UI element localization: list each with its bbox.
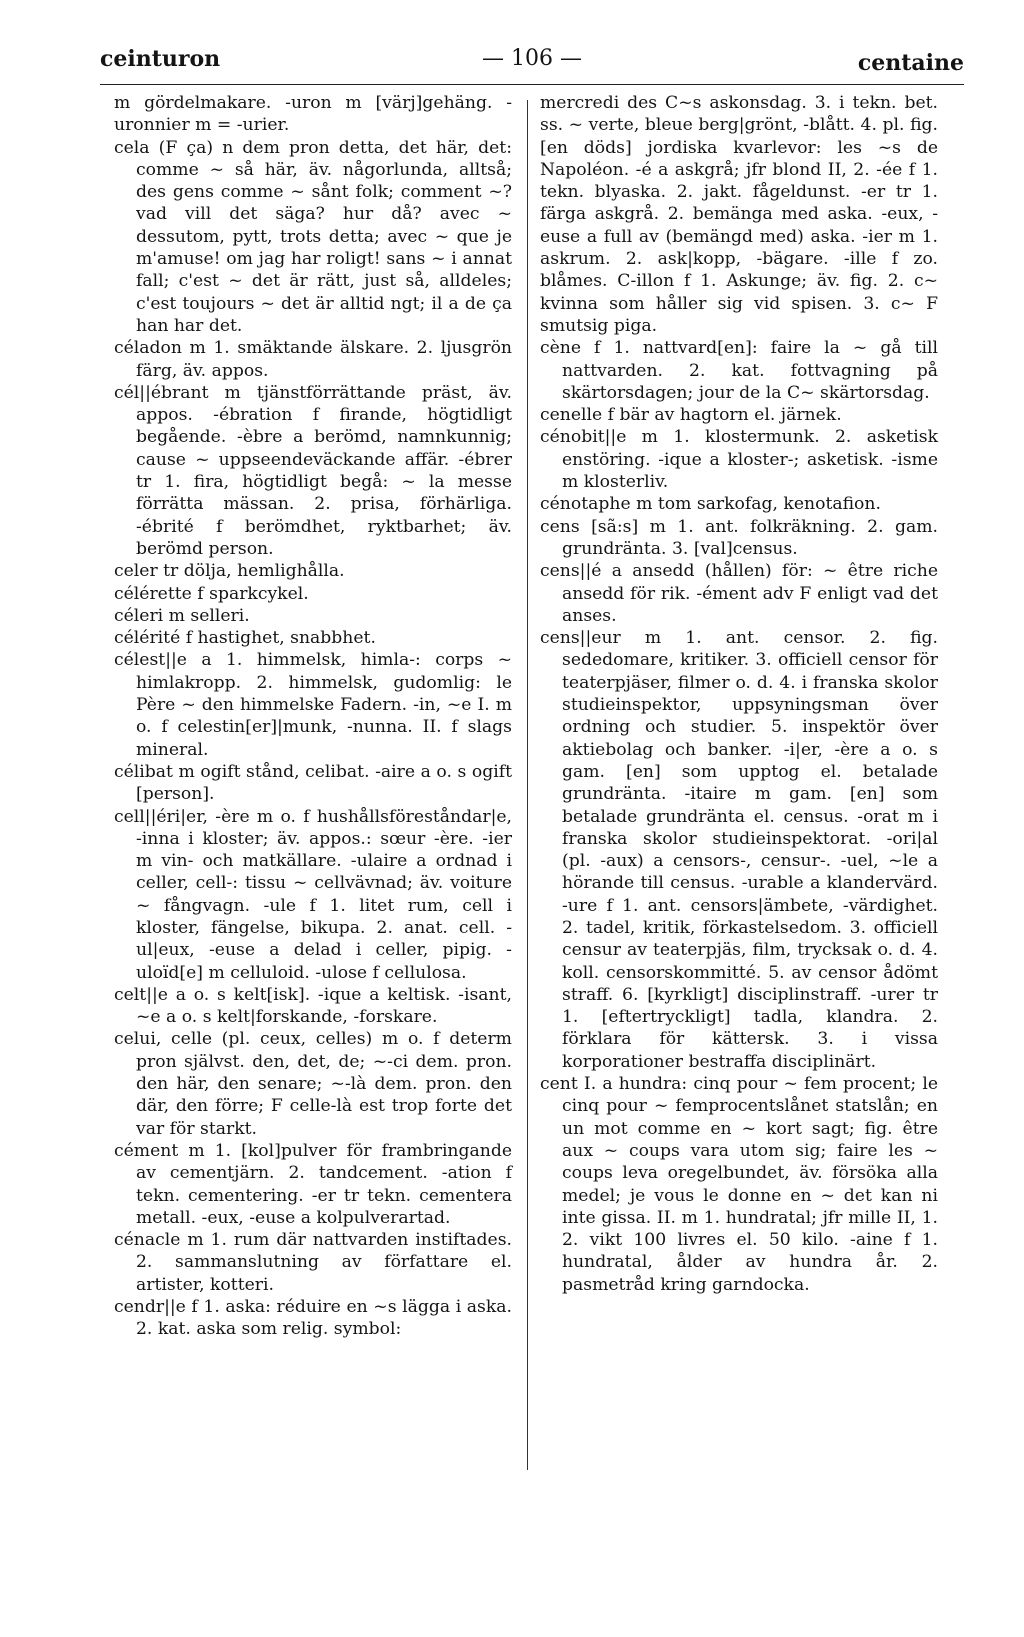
page-header xyxy=(100,40,964,80)
entry-cellerier: cell||éri|er, -ère m o. f hushållsföreståndar|e, -inna i kloster; äv. appos.: sœur -ère. -ier m vin- och matkällare. -ulaire a ordnad i celler, cell-: tissu ~ cellvävnad; äv. voiture ~ fångvagn. -ule f 1. litet rum, cell i kloster, fängelse, bikupa. 2. anat. cell. -ul|eux, -euse a delad i celler, pipig. -uloïd[e] m celluloid. -ulose f cellulosa. xyxy=(114,806,512,983)
entry-celerite: célérité f hastighet, snabbhet. xyxy=(114,628,376,649)
entry-cement: cément m 1. [kol]pulver för frambringande av cementjärn. 2. tandcement. -ation f tekn. cementering. -er tr tekn. cementera metall. -eux, -euse a kolpulverartad. xyxy=(114,1140,512,1228)
entry-cendre: cendr||e f 1. aska: réduire en ~s lägga i aska. 2. kat. aska som relig. symbol: xyxy=(114,1297,512,1340)
left-column xyxy=(114,92,512,1341)
entry-cenacle: cénacle m 1. rum där nattvarden instiftades. 2. sammanslutning av författare el. artister, kotteri. xyxy=(114,1230,512,1295)
left-running-headword: ceinturon xyxy=(100,46,221,72)
entry-celeri: céleri m selleri. xyxy=(114,605,250,626)
right-running-headword: centaine xyxy=(857,50,964,76)
entry-celebrant: cél||ébrant m tjänstförrättande präst, äv. appos. -ébration f firande, högtidligt begående. -èbre a berömd, namnkunnig; cause ~ uppseendeväckande affär. -ébrer tr 1. fira, högtidligt begå: ~ la messe förrätta mässan. 2. prisa, förhärliga. -ébrité f berömdhet, ryktbarhet; äv. berömd person. xyxy=(114,382,512,559)
entry-celeste: célest||e a 1. himmelsk, himla-: corps ~ himlakropp. 2. himmelsk, gudomlig: le Père ~ den himmelske Fadern. -in, ~e I. m o. f celestin[er]|munk, -nunna. II. f slags mineral. xyxy=(114,650,512,760)
entry-cela: cela (F ça) n dem pron detta, det här, det: comme ~ så här, äv. någorlunda, alltså; des gens comme ~ sånt folk; comment ~? vad vill det säga? hur då? avec ~ dessutom, pytt, trots detta; avec ~ que je m'amuse! om jag har roligt! sans ~ i annat fall; c'est ~ det är rätt, just så, alldeles; c'est toujours ~ det är alltid ngt; il a de ça han har det. xyxy=(114,137,512,336)
entry-celui: celui, celle (pl. ceux, celles) m o. f determ pron självst. den, det, de; ~-ci dem. pron. den här, den senare; ~-là dem. pron. den där, den förre; F celle-là est trop forte det var för starkt. xyxy=(114,1029,512,1139)
entry-cent: cent I. a hundra: cinq pour ~ fem procent; le cinq pour ~ femprocentslånet statslån; en un mot comme en ~ kort sagt; fig. être aux ~ coups vara utom sig; faire les ~ coups leva oregelbundet, äv. försöka alla medel; je vous le donne en ~ det kan ni inte gissa. II. m 1. hundratal; jfr mille II, 1. 2. vikt 100 livres el. 50 kilo. -aine f 1. hundratal, ålder av hundra år. 2. pasmetråd kring garndocka. xyxy=(540,1074,938,1295)
entry-cenelle: cenelle f bär av hagtorn el. järnek. xyxy=(540,405,842,426)
entry-celadon: céladon m 1. smäktande älskare. 2. ljusgrön färg, äv. appos. xyxy=(114,338,512,381)
header-rule xyxy=(100,84,964,85)
entry-cendre-continued: mercredi des C~s askonsdag. 3. i tekn. bet. ss. ~ verte, bleue berg|grönt, -blått. 4. pl. fig. [en döds] jordiska kvarlevor: les ~s de Napoléon. -é a askgrå; jfr blond II, 2. -ée f 1. tekn. blyaska. 2. jakt. fågeldunst. -er tr 1. färga askgrå. 2. bemänga med aska. -eux, -euse a full av (bemängd med) aska. -ier m 1. askrum. 2. ask|kopp, -bägare. -ille f zo. blåmes. C-illon f 1. Askunge; äv. fig. 2. c~ kvinna som håller sig vid spisen. 3. c~ F smutsig piga. xyxy=(540,93,938,336)
column-divider xyxy=(527,100,528,1470)
entry-censeur: cens||eur m 1. ant. censor. 2. fig. sededomare, kritiker. 3. officiell censor för teaterpjäser, filmer o. d. 4. i franska skolor studieinspektor, uppsyningsman över ordning och studier. 5. inspektör över aktiebolag och banker. -i|er, -ère a o. s gam. [en] som upptog el. betalade grundränta. -itaire m gam. [en] som betalade grundränta el. census. -orat m i franska skolor studieinspektorat. -ori|al (pl. -aux) a censors-, censur-. -uel, ~le a hörande till census. -urable a klandervärd. -ure f 1. ant. censors|ämbete, -värdighet. 2. tadel, kritik, förkastelsedom. 3. officiell censur av teaterpjäs, film, trycksak o. d. 4. koll. censorskommitté. 5. av censor ådömt straff. 6. [kyrkligt] disciplinstraff. -urer tr 1. [eftertryckligt] tadla, klandra. 2. förklara för kättersk. 3. i vissa korporationer bestraffa disciplinärt. xyxy=(540,628,938,1072)
entry-celer: celer tr dölja, hemlighålla. xyxy=(114,561,345,582)
entry-cenotaphe: cénotaphe m tom sarkofag, kenotafion. xyxy=(540,494,881,515)
entry-cenobite: cénobit||e m 1. klostermunk. 2. asketisk enstöring. -ique a kloster-; asketisk. -isme m klosterliv. xyxy=(540,427,938,493)
right-column xyxy=(540,92,938,1296)
entry-cene: cène f 1. nattvard[en]: faire la ~ gå till nattvarden. 2. kat. fottvagning på skärtorsdagen; jour de la C~ skärtorsdag. xyxy=(540,338,938,403)
entry-ceinturon-continued: m gördelmakare. -uron m [värj]gehäng. -uronnier m = -urier. xyxy=(114,93,512,136)
entry-celibat: célibat m ogift stånd, celibat. -aire a o. s ogift [person]. xyxy=(114,761,512,805)
entry-cens: cens [sã:s] m 1. ant. folkräkning. 2. gam. grundränta. 3. [val]census. xyxy=(540,516,938,559)
entry-celerette: célérette f sparkcykel. xyxy=(114,583,309,604)
entry-celte: celt||e a o. s kelt[isk]. -ique a keltisk. -isant, ~e a o. s kelt|forskande, -forskare. xyxy=(114,984,512,1028)
page-number: — 106 — xyxy=(482,46,582,71)
entry-cense: cens||é a ansedd (hållen) för: ~ être riche ansedd för rik. -ément adv F enligt vad det anses. xyxy=(540,561,938,626)
